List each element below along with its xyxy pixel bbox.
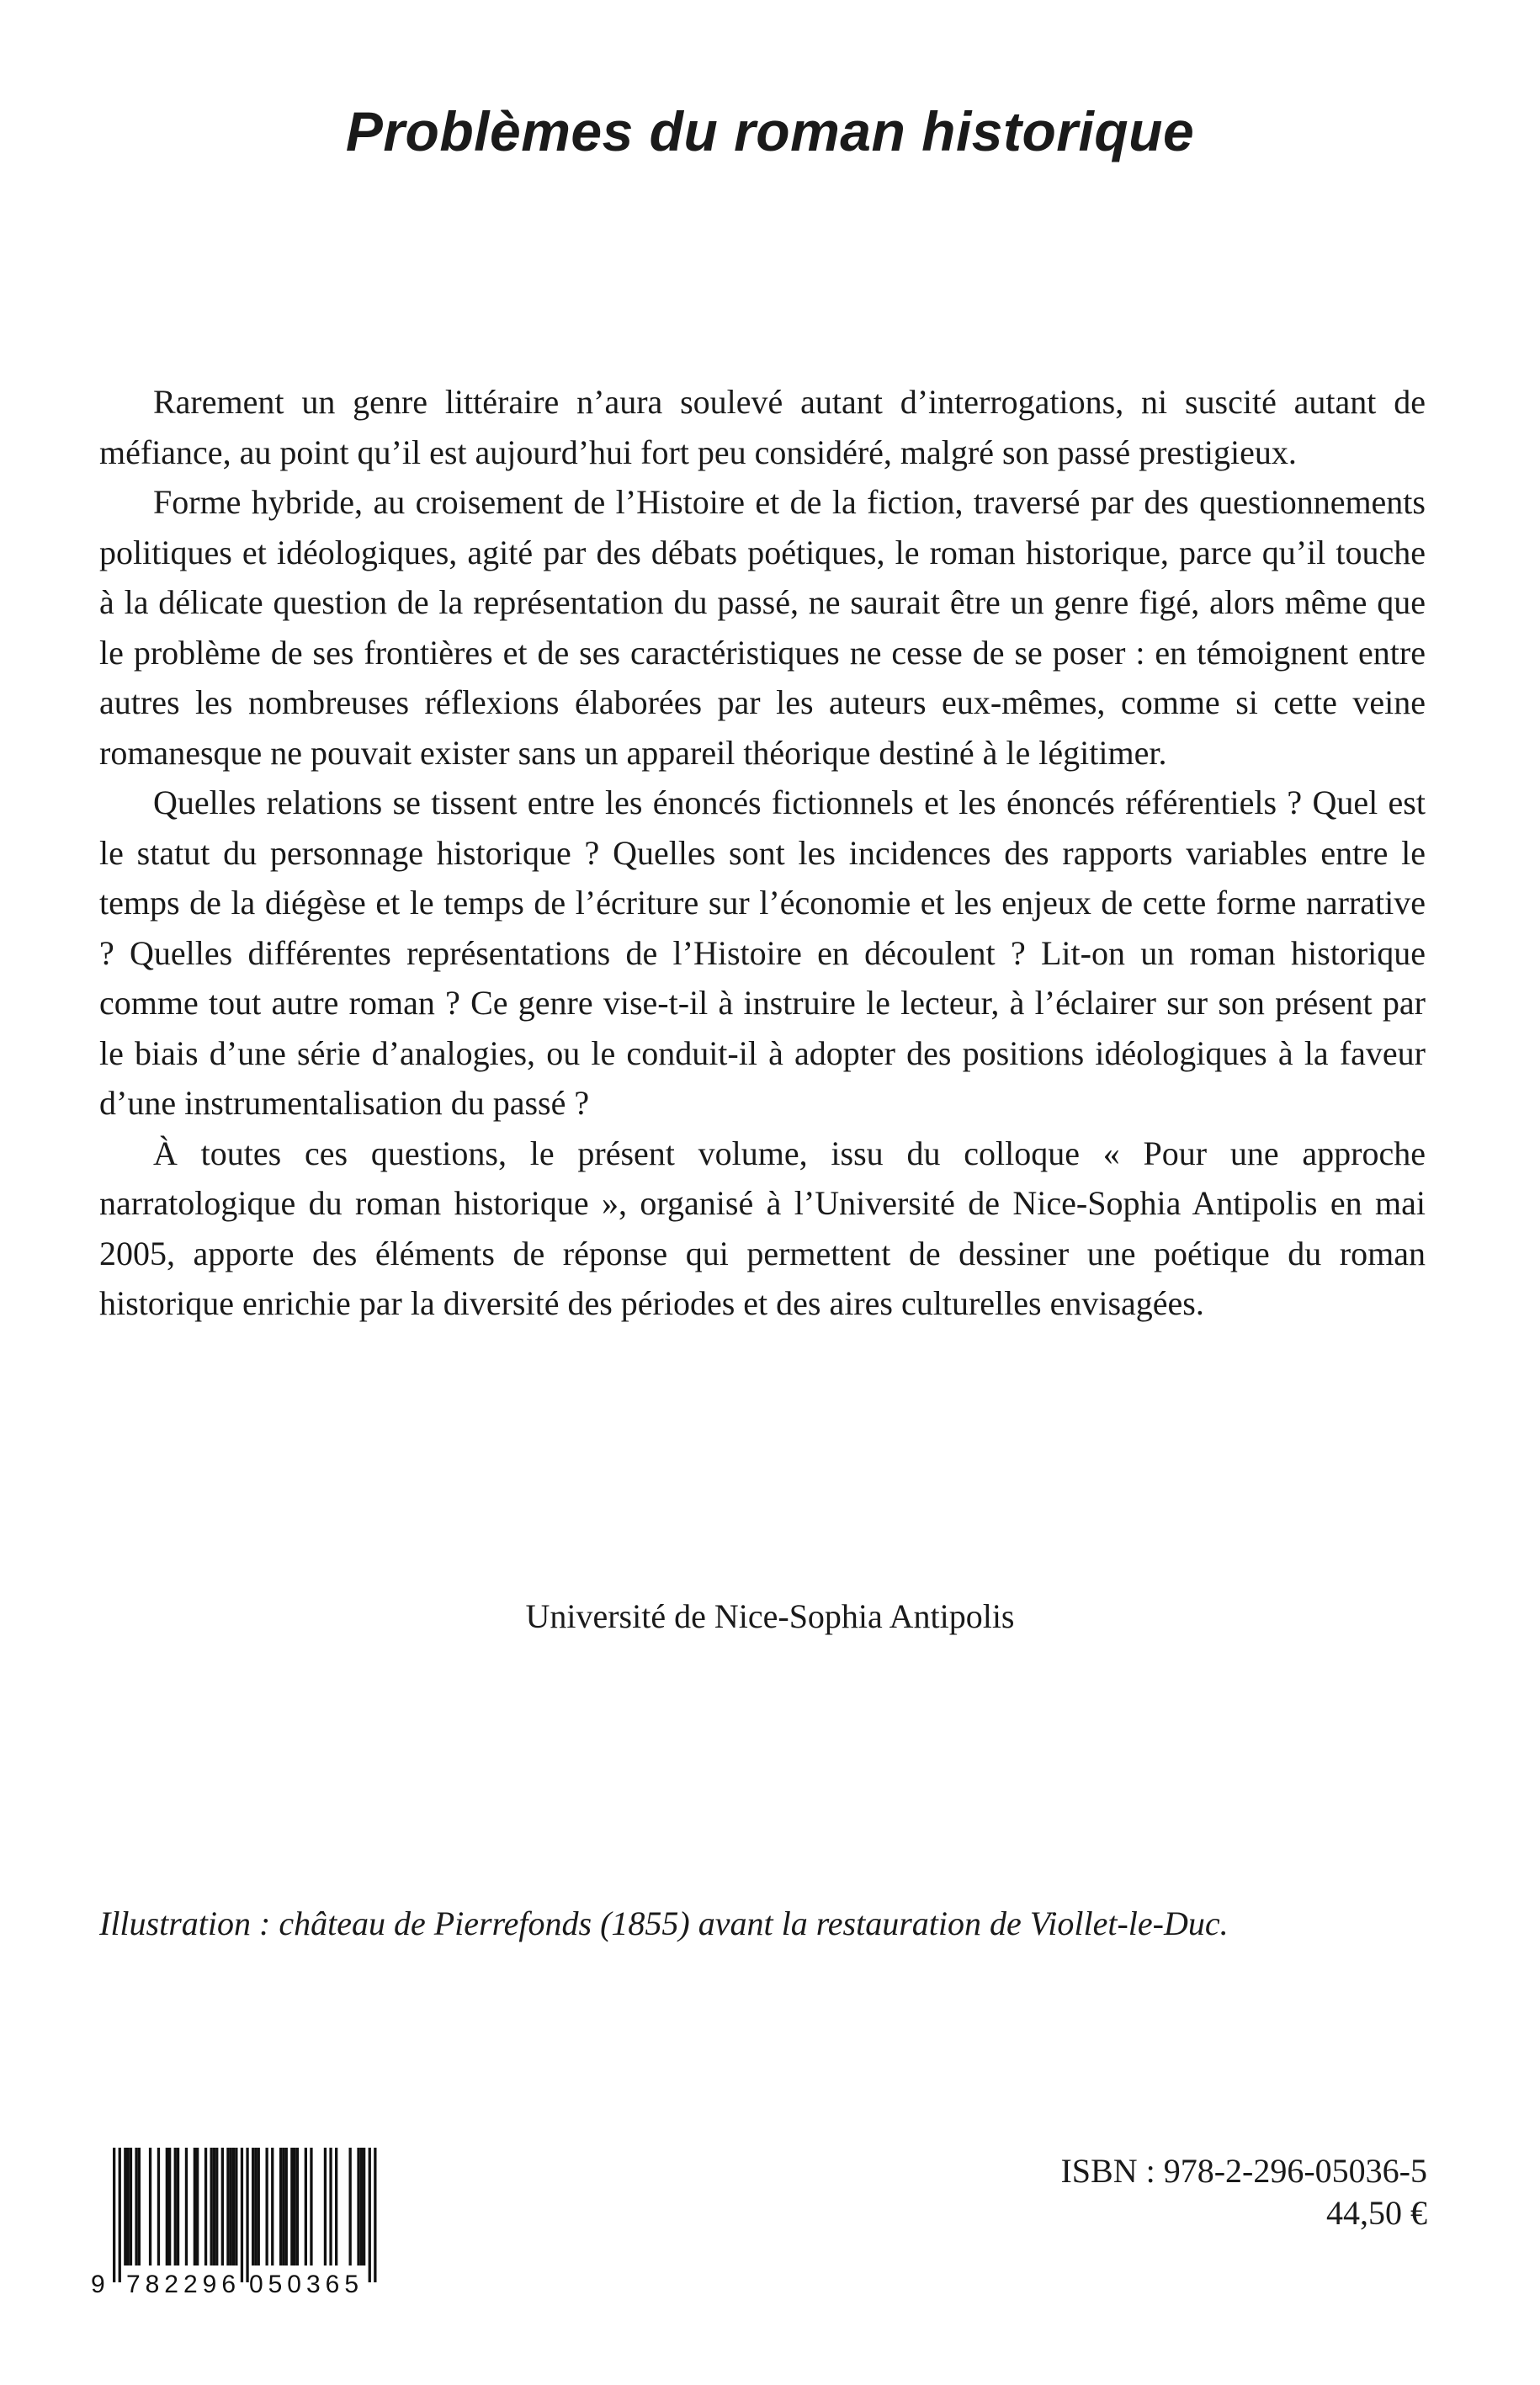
barcode-bar: [290, 2148, 293, 2265]
barcode-bar: [232, 2148, 235, 2265]
barcode-bar: [279, 2148, 282, 2265]
barcode-first-digit: 9: [91, 2271, 105, 2296]
barcode-bar: [174, 2148, 177, 2265]
back-cover-blurb: [99, 377, 1426, 1329]
barcode-bar: [119, 2148, 121, 2282]
barcode-bar: [258, 2148, 260, 2265]
barcode-graphic: [88, 2144, 399, 2296]
barcode-bar: [349, 2148, 352, 2265]
barcode-bar: [360, 2148, 363, 2265]
isbn-price-block: [1060, 2150, 1427, 2234]
barcode-left-digits: 782296: [125, 2271, 242, 2296]
barcode-bar: [235, 2148, 237, 2265]
barcode-bar: [177, 2148, 179, 2265]
barcode-bar: [168, 2148, 171, 2265]
barcode-bar: [335, 2148, 337, 2265]
barcode-bar: [369, 2148, 371, 2282]
barcode-bar: [230, 2148, 232, 2265]
barcode-bar: [138, 2148, 141, 2265]
book-title: Problèmes du roman historique: [345, 100, 1195, 162]
barcode-bar: [254, 2148, 257, 2265]
blurb-paragraph: Forme hybride, au croisement de l’Histoire et de la fiction, traversé par des questionnements politiques et idéologiques, agité par des débats poétiques, le roman historique, parce qu’il touche à la délicate question de la représentation du passé, ne saurait être un genre figé, alors même que le problème de ses frontières et de ses caractéristiques ne cesse de se poser : en témoignent entre autres les nombreuses réflexions élaborées par les auteurs eux-mêmes, comme si cette veine romanesque ne pouvait exister sans un appareil théorique destiné à le légitimer.: [99, 483, 1426, 772]
barcode-bar: [357, 2148, 359, 2265]
barcode-bar: [363, 2148, 365, 2265]
barcode-bar: [305, 2148, 307, 2265]
barcode-bar: [266, 2148, 268, 2265]
barcode-bar: [296, 2148, 299, 2265]
barcode-bar: [204, 2148, 207, 2265]
barcode-bar: [124, 2148, 126, 2265]
barcode-bar: [310, 2148, 312, 2265]
barcode-bar: [294, 2148, 296, 2265]
blurb-paragraph: À toutes ces questions, le présent volume, issu du colloque « Pour une approche narratologique du roman historique », organisé à l’Université de Nice-Sophia Antipolis en mai 2005, apporte des éléments de réponse qui permettent de dessiner une poétique du roman historique enrichie par la diversité des périodes et des aires culturelles envisagées.: [99, 1134, 1426, 1322]
barcode-bar: [374, 2148, 376, 2282]
barcode-bar: [185, 2148, 188, 2265]
isbn: ISBN : 978-2-296-05036-5: [1060, 2152, 1427, 2190]
barcode: [88, 2144, 399, 2296]
barcode-bar: [226, 2148, 229, 2265]
barcode-bar: [252, 2148, 254, 2265]
barcode-bar: [329, 2148, 332, 2265]
barcode-bar: [282, 2148, 284, 2265]
barcode-bar: [285, 2148, 288, 2265]
barcode-bar: [166, 2148, 168, 2265]
barcode-right-digits: 050365: [248, 2271, 364, 2296]
barcode-bar: [210, 2148, 213, 2265]
barcode-bar: [241, 2148, 243, 2282]
barcode-bar: [157, 2148, 160, 2265]
barcode-bar: [221, 2148, 224, 2265]
barcode-bar: [135, 2148, 137, 2265]
barcode-bar: [196, 2148, 199, 2265]
barcode-bar: [127, 2148, 130, 2265]
barcode-bar: [246, 2148, 248, 2282]
barcode-bar: [215, 2148, 218, 2265]
barcode-bar: [149, 2148, 151, 2265]
barcode-bar: [130, 2148, 132, 2265]
barcode-bar: [271, 2148, 273, 2265]
affiliation: Université de Nice-Sophia Antipolis: [525, 1597, 1015, 1635]
barcode-bar: [213, 2148, 215, 2265]
illustration-credit: Illustration : château de Pierrefonds (1855) avant la restauration de Viollet-le-Duc.: [99, 1904, 1229, 1942]
barcode-bar: [113, 2148, 115, 2282]
blurb-paragraph: Quelles relations se tissent entre les énoncés fictionnels et les énoncés référentiels ? Quel est le statut du personnage historique ? Quelles sont les incidences des rapports variables entre le temps de la diégèse et le temps de l’écriture sur l’économie et les enjeux de cette forme narrative ? Quelles différentes représentations de l’Histoire en découlent ? Lit-on un roman historique comme tout autre roman ? Ce genre vise-t-il à instruire le lecteur, à l’éclairer sur son présent par le biais d’une série d’analogies, ou le conduit-il à adopter des positions idéologiques à la faveur d’une instrumentalisation du passé ?: [99, 783, 1426, 1122]
barcode-bar: [194, 2148, 196, 2265]
price: 44,50 €: [1326, 2194, 1427, 2232]
blurb-paragraph: Rarement un genre littéraire n’aura soulevé autant d’interrogations, ni suscité autant de méfiance, au point qu’il est aujourd’hui fort peu considéré, malgré son passé prestigieux.: [99, 383, 1426, 471]
barcode-bar: [324, 2148, 327, 2265]
